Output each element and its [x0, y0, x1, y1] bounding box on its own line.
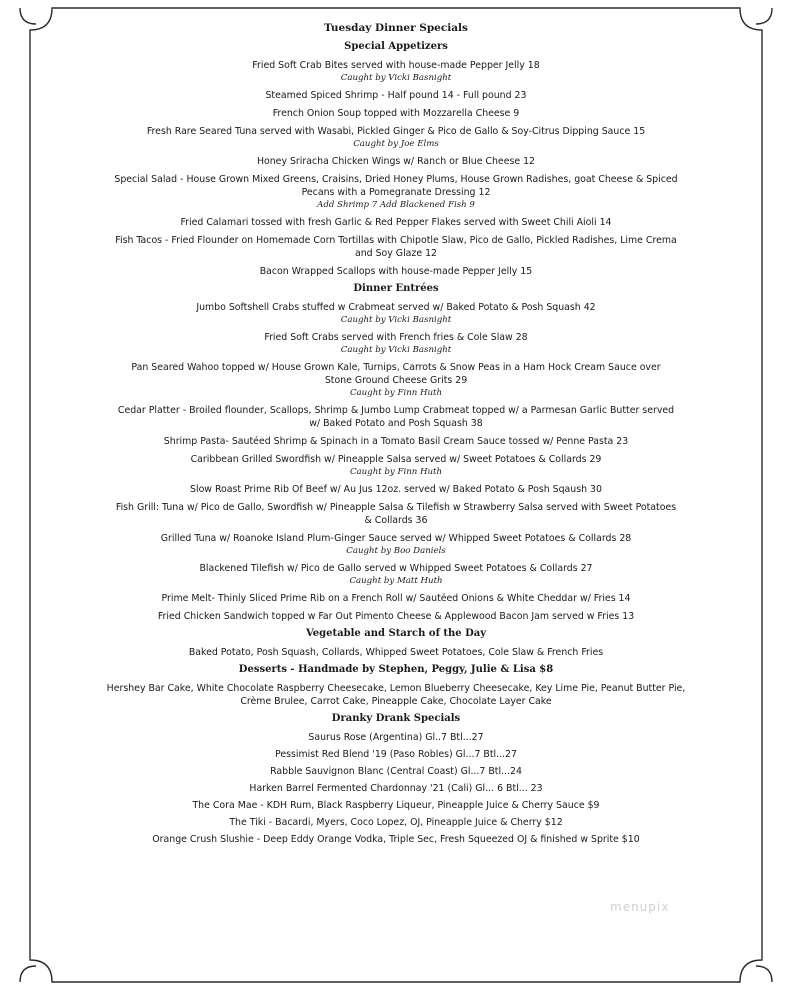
menu-item [60, 610, 732, 623]
section-heading-vegetables: Vegetable and Starch of the Day [305, 628, 487, 639]
menu-content [60, 22, 732, 850]
menu-item-text: Shrimp Pasta- Sautéed Shrimp & Spinach in a Tomato Basil Cream Sauce tossed w/ Penne Pasta 23 [163, 436, 629, 447]
menu-item [60, 782, 732, 795]
menu-item [60, 833, 732, 846]
menu-item-credit: Caught by Finn Huth [349, 388, 443, 398]
menu-item-credit: Caught by Vicki Basnight [340, 73, 452, 83]
menu-item-text: The Tiki - Bacardi, Myers, Coco Lopez, OJ, Pineapple Juice & Cherry $12 [229, 817, 563, 828]
menu-item-text: Pecans with a Pomegranate Dressing 12 [301, 187, 491, 198]
menu-item [60, 501, 732, 527]
menu-item [60, 234, 732, 260]
menu-item-text: Fish Tacos - Fried Flounder on Homemade Corn Tortillas with Chipotle Slaw, Pico de Gallo, Pickled Radishes, Lime Crema [115, 235, 677, 246]
menu-item-text: Honey Sriracha Chicken Wings w/ Ranch or Blue Cheese 12 [256, 156, 536, 167]
menu-item-text: Prime Melt- Thinly Sliced Prime Rib on a French Roll w/ Sautéed Onions & White Cheddar w/ Fries 14 [161, 593, 631, 604]
menu-item [60, 89, 732, 102]
menu-item [60, 592, 732, 605]
menu-item [60, 731, 732, 744]
menu-item-text: Crème Brulee, Carrot Cake, Pineapple Cake, Chocolate Layer Cake [240, 696, 552, 707]
menu-item-text: Orange Crush Slushie - Deep Eddy Orange Vodka, Triple Sec, Fresh Squeezed OJ & finished w Sprite $10 [152, 834, 640, 845]
menu-item-text: French Onion Soup topped with Mozzarella Cheese 9 [272, 108, 520, 119]
menu-item-text: Blackened Tilefish w/ Pico de Gallo served w Whipped Sweet Potatoes & Collards 27 [199, 563, 593, 574]
menu-item-text: Fried Chicken Sandwich topped w Far Out Pimento Cheese & Applewood Bacon Jam served w Fries 13 [157, 611, 635, 622]
section-heading-drinks: Dranky Drank Specials [331, 713, 461, 724]
menu-item [60, 562, 732, 587]
menu-item-text: Special Salad - House Grown Mixed Greens, Craisins, Dried Honey Plums, House Grown Radishes, goat Cheese & Spiced [114, 174, 678, 185]
menu-item-text: Saurus Rose (Argentina) Gl..7 Btl...27 [308, 732, 484, 743]
menu-item-credit: Caught by Vicki Basnight [340, 315, 452, 325]
menu-item-text: Harken Barrel Fermented Chardonnay '21 (Cali) Gl... 6 Btl... 23 [249, 783, 543, 794]
menu-item-text: Slow Roast Prime Rib Of Beef w/ Au Jus 12oz. served w/ Baked Potato & Posh Sqaush 30 [190, 484, 602, 495]
menu-item-credit: Caught by Matt Huth [349, 576, 443, 586]
menu-item [60, 301, 732, 326]
menu-item [60, 483, 732, 496]
menu-title: Tuesday Dinner Specials [324, 22, 468, 34]
menu-item [60, 646, 732, 659]
menu-item-text: Fried Soft Crab Bites served with house-made Pepper Jelly 18 [252, 60, 540, 71]
menu-item [60, 816, 732, 829]
menu-item-text: The Cora Mae - KDH Rum, Black Raspberry Liqueur, Pineapple Juice & Cherry Sauce $9 [192, 800, 600, 811]
section-heading-desserts: Desserts - Handmade by Stephen, Peggy, Julie & Lisa $8 [238, 664, 554, 675]
menu-item [60, 532, 732, 557]
menu-item-text: Stone Ground Cheese Grits 29 [324, 375, 468, 386]
menu-item-text: Fried Soft Crabs served with French fries & Cole Slaw 28 [264, 332, 528, 343]
menu-item-text: Pessimist Red Blend '19 (Paso Robles) Gl...7 Btl...27 [275, 749, 517, 760]
menu-item [60, 799, 732, 812]
menu-item [60, 59, 732, 84]
menu-item-text: w/ Baked Potato and Posh Squash 38 [309, 418, 483, 429]
menu-item-credit: Caught by Joe Elms [353, 139, 439, 149]
menu-item [60, 404, 732, 430]
menu-item [60, 125, 732, 150]
menu-item-text: Cedar Platter - Broiled flounder, Scallops, Shrimp & Jumbo Lump Crabmeat topped w/ a Parmesan Garlic Butter served [117, 405, 675, 416]
menu-item [60, 265, 732, 278]
menu-item-text: Caribbean Grilled Swordfish w/ Pineapple Salsa served w/ Sweet Potatoes & Collards 29 [190, 454, 602, 465]
menu-item [60, 748, 732, 761]
menu-item-text: Hershey Bar Cake, White Chocolate Raspberry Cheesecake, Lemon Blueberry Cheesecake, Key Lime Pie, Peanut Butter Pie, [106, 683, 686, 694]
menu-item [60, 155, 732, 168]
menu-item-text: & Collards 36 [364, 515, 428, 526]
menu-item [60, 107, 732, 120]
menu-item [60, 361, 732, 399]
menu-item [60, 453, 732, 478]
menu-item-credit: Add Shrimp 7 Add Blackened Fish 9 [317, 200, 475, 210]
menu-item [60, 435, 732, 448]
menu-item-text: Jumbo Softshell Crabs stuffed w Crabmeat served w/ Baked Potato & Posh Squash 42 [196, 302, 596, 313]
menu-item-text: and Soy Glaze 12 [354, 248, 438, 259]
menu-item-credit: Caught by Finn Huth [349, 467, 443, 477]
menu-item [60, 331, 732, 356]
menu-item [60, 173, 732, 211]
menu-item-text: Pan Seared Wahoo topped w/ House Grown Kale, Turnips, Carrots & Snow Peas in a Ham Hock Cream Sauce over [131, 362, 661, 373]
menu-item [60, 682, 732, 708]
menu-item-text: Rabble Sauvignon Blanc (Central Coast) Gl...7 Btl...24 [270, 766, 522, 777]
section-heading-entrees: Dinner Entrées [353, 283, 439, 294]
menu-item-credit: Caught by Boo Daniels [346, 546, 446, 556]
menu-item-credit: Caught by Vicki Basnight [340, 345, 452, 355]
section-heading-appetizers: Special Appetizers [344, 41, 448, 52]
menu-item-text: Bacon Wrapped Scallops with house-made Pepper Jelly 15 [259, 266, 533, 277]
menu-item-text: Grilled Tuna w/ Roanoke Island Plum-Ginger Sauce served w/ Whipped Sweet Potatoes & Collards 28 [160, 533, 632, 544]
menu-item-text: Fresh Rare Seared Tuna served with Wasabi, Pickled Ginger & Pico de Gallo & Soy-Citrus Dipping Sauce 15 [146, 126, 646, 137]
menu-item-text: Fish Grill: Tuna w/ Pico de Gallo, Swordfish w/ Pineapple Salsa & Tilefish w Strawberry Salsa served with Sweet Potatoes [115, 502, 677, 513]
menu-item-text: Baked Potato, Posh Squash, Collards, Whipped Sweet Potatoes, Cole Slaw & French Fries [188, 647, 604, 658]
menu-item-text: Steamed Spiced Shrimp - Half pound 14 - Full pound 23 [265, 90, 527, 101]
watermark: menupix [610, 900, 670, 914]
menu-item [60, 216, 732, 229]
menu-item-text: Fried Calamari tossed with fresh Garlic & Red Pepper Flakes served with Sweet Chili Aioli 14 [180, 217, 612, 228]
menu-item [60, 765, 732, 778]
